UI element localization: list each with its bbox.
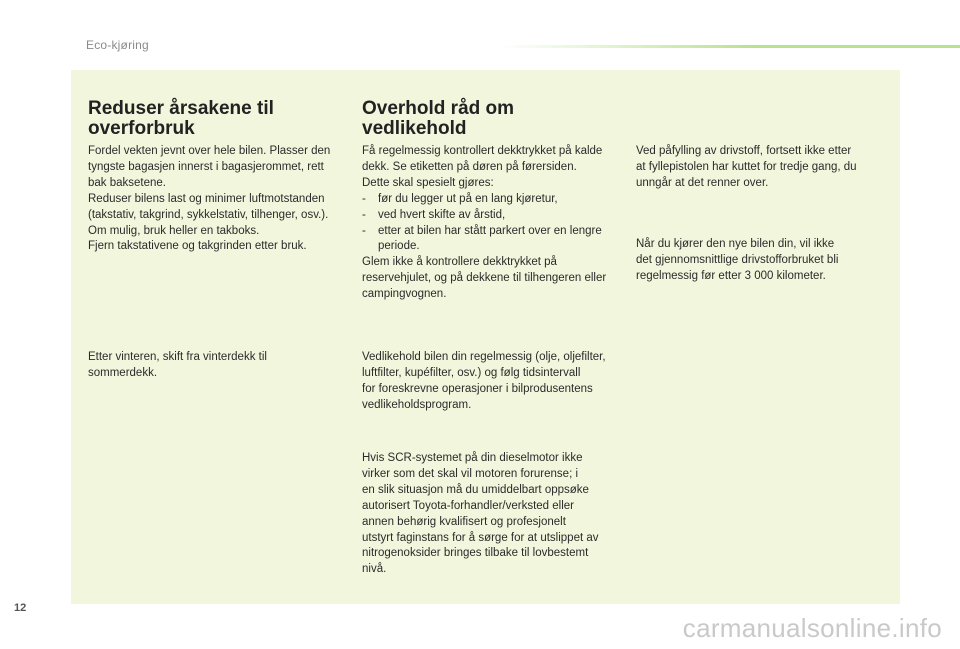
text-line: sommerdekk. bbox=[88, 366, 158, 379]
bullet-dash: - bbox=[362, 208, 366, 221]
text-line: Få regelmessig kontrollert dekktrykket på kalde bbox=[362, 145, 603, 157]
header-rule bbox=[500, 45, 960, 48]
text-line: nitrogenoksider bringes tilbake til lovbestemt bbox=[362, 547, 589, 560]
bullet-dash: - bbox=[362, 224, 366, 237]
heading-maintenance bbox=[362, 99, 514, 139]
paragraph-winter-tyres bbox=[88, 350, 267, 382]
heading-line: overforbruk bbox=[88, 118, 195, 139]
paragraph-service-schedule bbox=[362, 350, 606, 414]
text-line: Hvis SCR-systemet på din dieselmotor ikke bbox=[362, 452, 583, 464]
text-line: en slik situasjon må du umiddelbart oppsøke bbox=[362, 483, 589, 496]
text-line: autorisert Toyota-forhandler/verksted eller bbox=[362, 499, 575, 512]
bullet-text: periode. bbox=[378, 240, 420, 253]
text-line: for foreskrevne operasjoner i bilprodusentens bbox=[362, 382, 593, 395]
text-line: det gjennomsnittlige drivstofforbruket bli bbox=[636, 253, 839, 266]
text-line: Om mulig, bruk heller en takboks. bbox=[88, 224, 260, 237]
paragraph-tyre-pressure bbox=[362, 144, 606, 303]
text-line: (takstativ, takgrind, sykkelstativ, tilhenger, osv.). bbox=[88, 208, 329, 221]
section-title: Eco-kjøring bbox=[86, 38, 149, 52]
text-line: utstyrt faginstans for å sørge for at utslippet av bbox=[362, 531, 599, 544]
heading-line: Overhold råd om bbox=[362, 98, 515, 119]
text-line: nivå. bbox=[362, 563, 387, 576]
heading-line: vedlikehold bbox=[362, 118, 467, 139]
text-line: Glem ikke å kontrollere dekktrykket på bbox=[362, 256, 557, 269]
text-line: at fyllepistolen har kuttet for tredje gang, du bbox=[636, 160, 857, 173]
text-line: Reduser bilens last og minimer luftmotstanden bbox=[88, 192, 325, 205]
text-line: reservehjulet, og på dekkene til tilhengeren eller bbox=[362, 272, 607, 285]
text-line: campingvognen. bbox=[362, 288, 447, 301]
paragraph-weight-distribution bbox=[88, 144, 330, 255]
heading-reduce-causes bbox=[88, 99, 274, 139]
text-line: annen behørig kvalifisert og profesjonelt bbox=[362, 515, 566, 528]
text-line: Vedlikehold bilen din regelmessig (olje, oljefilter, bbox=[362, 351, 606, 363]
watermark: carmanualsonline.info bbox=[682, 613, 942, 643]
text-line: Fjern takstativene og takgrinden etter bruk. bbox=[88, 240, 307, 253]
text-line: bak baksetene. bbox=[88, 176, 167, 189]
bullet-item bbox=[362, 224, 606, 240]
text-line: Ved påfylling av drivstoff, fortsett ikke etter bbox=[636, 145, 852, 157]
heading-line: Reduser årsakene til bbox=[88, 98, 274, 119]
text-line: Når du kjører den nye bilen din, vil ikke bbox=[636, 238, 835, 250]
text-line: tyngste bagasjen innerst i bagasjerommet, rett bbox=[88, 160, 324, 173]
text-line: dekk. Se etiketten på døren på førersiden. bbox=[362, 160, 577, 173]
page-number: 12 bbox=[14, 602, 27, 614]
paragraph-scr-system bbox=[362, 451, 599, 578]
text-line: virker som det skal vil motoren forurense; i bbox=[362, 467, 579, 480]
bullet-item bbox=[362, 192, 606, 208]
bullet-text: før du legger ut på en lang kjøretur, bbox=[378, 192, 558, 205]
bullet-text: etter at bilen har stått parkert over en lengre bbox=[378, 224, 602, 237]
text-line: vedlikeholdsprogram. bbox=[362, 398, 472, 411]
text-line: unngår at det renner over. bbox=[636, 176, 769, 189]
paragraph-new-car-consumption bbox=[636, 237, 838, 285]
bullet-text: ved hvert skifte av årstid, bbox=[378, 208, 506, 221]
text-line: Etter vinteren, skift fra vinterdekk til bbox=[88, 351, 267, 363]
text-line: Fordel vekten jevnt over hele bilen. Plasser den bbox=[88, 145, 331, 157]
bullet-item-continuation bbox=[362, 239, 606, 255]
text-line: regelmessig før etter 3 000 kilometer. bbox=[636, 269, 826, 282]
text-line: Dette skal spesielt gjøres: bbox=[362, 176, 494, 189]
content-panel bbox=[71, 70, 900, 604]
bullet-item bbox=[362, 208, 606, 224]
bullet-dash: - bbox=[362, 192, 366, 205]
paragraph-refuelling bbox=[636, 144, 857, 192]
text-line: luftfilter, kupéfilter, osv.) og følg tidsintervall bbox=[362, 366, 581, 379]
